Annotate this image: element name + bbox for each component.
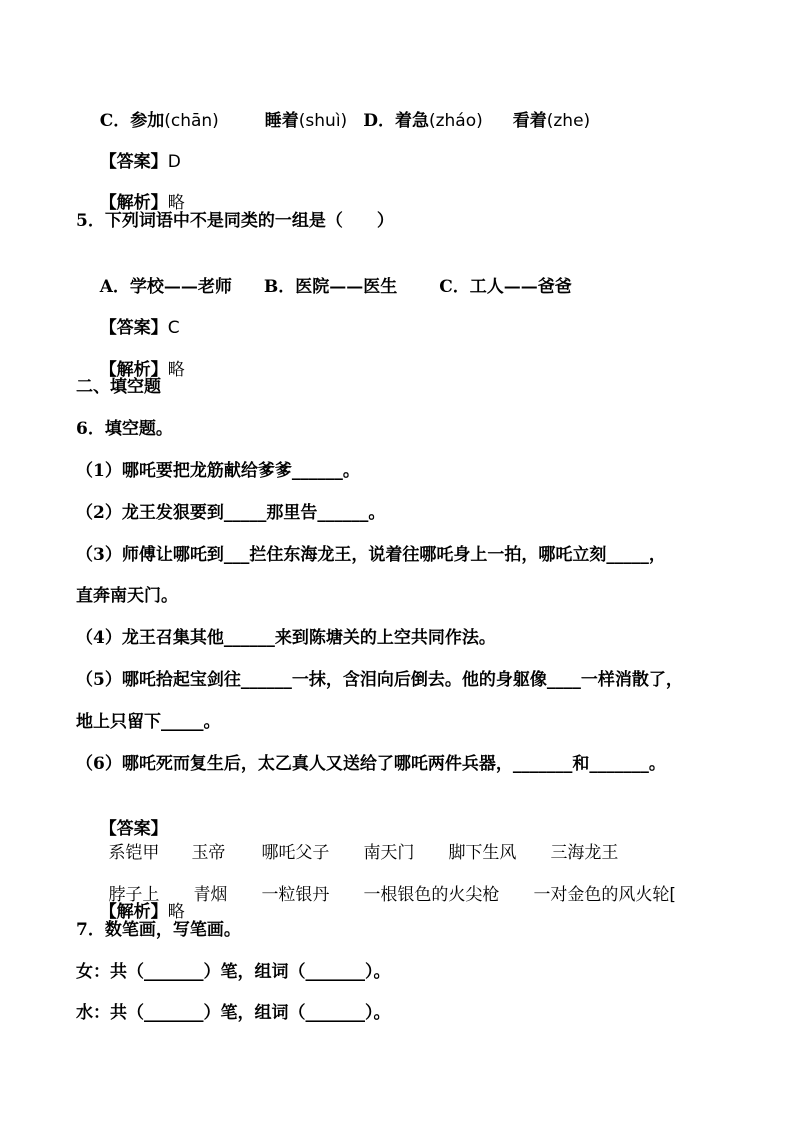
q4-option-c-pinyin-1: (chān): [164, 111, 219, 131]
q4-option-d-word-2: 看着: [512, 111, 547, 131]
q6-sub-2: （2）龙王发狠要到_____那里告______。: [76, 503, 386, 523]
analysis-tag: 【解析】: [99, 360, 168, 380]
answer-item: 脖子上: [108, 885, 160, 905]
analysis-value: 略: [167, 360, 185, 380]
answer-item: 一对金色的风火轮[: [533, 885, 677, 905]
answer-tag: 【答案】: [99, 152, 168, 172]
q6-sub-6: （6）哪吒死而复生后，太乙真人又送给了哪吒两件兵器，_______和_______。: [76, 754, 666, 774]
q4-option-d-word: D．着急: [363, 111, 429, 131]
q7-line-1: 女：共（_______）笔，组词（_______）。: [76, 962, 391, 982]
q6-sub-5-line-2: 地上只留下_____。: [76, 712, 221, 732]
answer-value: D: [167, 152, 181, 172]
q6-sub-3-line-1: （3）师傅让哪吒到___拦住东海龙王，说着往哪吒身上一拍，哪吒立刻_____，: [76, 545, 666, 565]
q4-option-d-pinyin-2: (zhe): [546, 111, 591, 131]
q6-sub-5-line-1: （5）哪吒拾起宝剑往______一抹，含泪向后倒去。他的身躯像____一样消散了，: [76, 670, 683, 690]
q5-option-b: B．医院——医生: [263, 277, 398, 297]
q4-option-c-pinyin-2: (shuì): [298, 111, 348, 131]
analysis-tag: 【解析】: [99, 902, 168, 922]
q5-option-a: A．学校——老师: [99, 277, 232, 297]
answer-item: 哪吒父子: [261, 843, 330, 863]
q6-sub-1: （1）哪吒要把龙筋献给爹爹______。: [76, 461, 360, 481]
q6-sub-4: （4）龙王召集其他______来到陈塘关的上空共同作法。: [76, 628, 496, 648]
analysis-value: 略: [167, 902, 185, 922]
section-title: 二、填空题: [76, 377, 161, 397]
answer-item: 一粒银丹: [261, 885, 330, 905]
answer-item: 玉帝: [191, 843, 226, 863]
answer-item: 三海龙王: [550, 843, 619, 863]
q4-option-c-word-2: 睡着: [264, 111, 299, 131]
q4-option-c-word: C．参加: [99, 111, 165, 131]
answer-item: 脚下生风: [448, 843, 517, 863]
q5-stem: 5．下列词语中不是同类的一组是（ ）: [76, 211, 394, 231]
q6-stem: 6．填空题。: [76, 419, 173, 439]
q6-sub-3-line-2: 直奔南天门。: [76, 586, 178, 606]
analysis-tag: 【解析】: [99, 193, 168, 213]
answer-tag: 【答案】: [99, 819, 168, 839]
answer-tag: 【答案】: [99, 318, 168, 338]
answer-item: 青烟: [193, 885, 228, 905]
analysis-value: 略: [167, 193, 185, 213]
q5-option-c: C．工人——爸爸: [439, 277, 572, 297]
answer-value: C: [167, 318, 180, 338]
q7-stem: 7．数笔画，写笔画。: [76, 920, 241, 940]
q4-option-d-pinyin-1: (zháo): [428, 111, 483, 131]
answer-item: 一根银色的火尖枪: [363, 885, 500, 905]
q7-line-2: 水：共（_______）笔，组词（_______）。: [76, 1003, 391, 1023]
answer-item: 系铠甲: [108, 843, 160, 863]
answer-item: 南天门: [363, 843, 415, 863]
